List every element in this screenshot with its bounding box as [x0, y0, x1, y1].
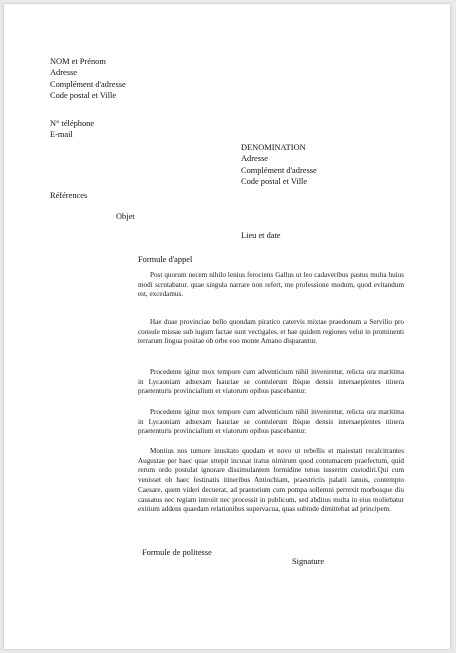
body-paragraph-5: Montius nos tumore inusitato quodam et novo ut rebellis et maiestati recalcitrantes Augustae per haec quae strepit incusat iratus nimirum quod contumacem praefectum, quid rerum ordo postulat ignorare dissimulantem formidine tenus iusserim custodiri.Qui cum venisset ob haec festinatis itineribus Antiochiam, praestrictis palatii ianuis, contempto Caesare, quem videri decuerat, ad praetorium cum pompa sollemni perrexit morbosque diu causatus nec regiam introiit nec processit in publicum, sed abditus multa in eius moliebatur exitium addens quaedam relationibus supervacua, quas subinde dimittebat ad principem. [138, 447, 404, 514]
contact-block [50, 118, 94, 141]
sender-name: NOM et Prénom [50, 57, 106, 66]
sender-email: E-mail [50, 130, 73, 140]
subject: Objet [116, 212, 135, 221]
sender-postal-city: Code postal et Ville [50, 91, 117, 101]
recipient-postal-city: Code postal et Ville [241, 177, 308, 187]
recipient-address: Adresse [241, 154, 268, 164]
sender-address-extra: Complément d'adresse [50, 79, 126, 89]
signature: Signature [292, 557, 325, 566]
closing-formula: Formule de politesse [142, 548, 212, 557]
salutation: Formule d'appel [138, 255, 193, 264]
sender-phone: N° téléphone [50, 119, 95, 128]
references: Références [50, 191, 88, 200]
body-paragraph-3: Procedente igitur mox tempore cum adventicium nihil inveniretur, relicta ora maritima in Lycaoniam adnexam Isauriae se contulerunt ibique densis intersaepientes itinera praetenturis provincialium et viatorum opibus pascebantur. [138, 368, 404, 396]
sender-block [50, 56, 126, 102]
body-paragraph-2: Hae duae provinciae bello quondam piratico catervis mixtae praedonum a Servilio pro consule missae sub iugum factae sunt vectigales. et hae quidem regiones velut in prominenti terrarum lingua positae ob orbe eoo monte Amano disparantur. [138, 318, 404, 346]
recipient-block [241, 142, 317, 188]
body-paragraph-4: Procedente igitur mox tempore cum adventicium nihil inveniretur, relicta ora maritima in Lycaoniam adnexam Isauriae se contulerunt ibique densis intersaepientes itinera praetenturis provincialium et viatorum opibus pascebantur. [138, 408, 404, 436]
sender-address: Adresse [50, 68, 77, 78]
letter-page [4, 4, 450, 649]
place-date: Lieu et date [241, 231, 281, 240]
recipient-address-extra: Complément d'adresse [241, 165, 317, 175]
body-paragraph-1: Post quorum necem nihilo lenius ferociens Gallus ut leo cadaveribus pastus multa huius modi scrutabatur. quae singula narrare non refert, me professione modum, quod evitandum est, excedamus. [138, 271, 404, 299]
recipient-denomination: DENOMINATION [241, 143, 306, 152]
